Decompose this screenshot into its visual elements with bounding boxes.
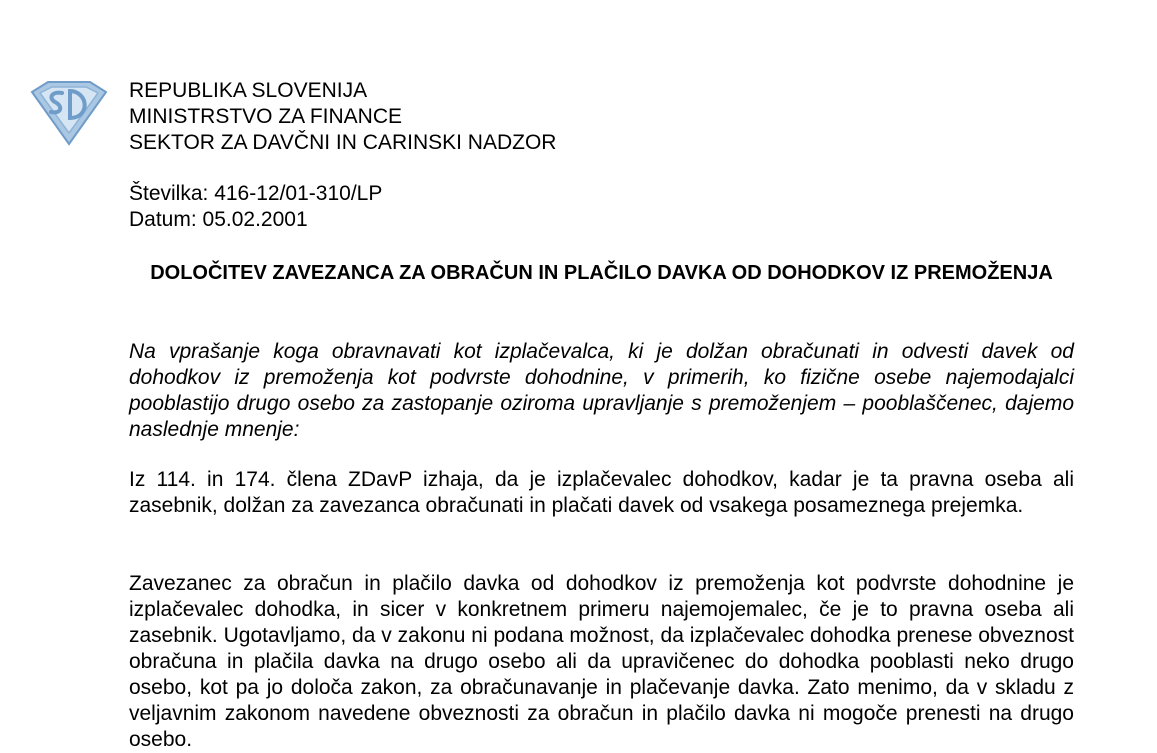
- document-title: DOLOČITEV ZAVEZANCA ZA OBRAČUN IN PLAČILO DAVKA OD DOHODKOV IZ PREMOŽENJA: [150, 262, 1053, 284]
- paragraph-question: Na vprašanje koga obravnavati kot izplačevalca, ki je dolžan obračunati in odvesti davek od dohodkov iz premoženja kot podvrste dohodnine, v primerih, ko fizične osebe najemodajalci pooblastijo drugo osebo za zastopanje oziroma upravljanje s premoženjem – pooblaščenec, dajemo naslednje mnenje:: [129, 340, 1074, 441]
- paragraph-opinion: Zavezanec za obračun in plačilo davka od dohodkov iz premoženja kot podvrste dohodnine je izplačevalec dohodka, in sicer v konkretnem primeru najemojemalec, če je to pravna oseba ali zasebnik. Ugotavljamo, da v zakonu ni podana možnost, da izplačevalec dohodka prenese obveznost obračuna in plačila davka na drugo osebo ali da upravičenec do dohodka pooblasti neko drugo osebo, kot pa jo določa zakon, za obračunavanje in plačevanje davka. Zato menimo, da v skladu z veljavnim zakonom navedene obveznosti za obračun in plačilo davka ni mogoče prenesti na drugo osebo.: [129, 572, 1074, 751]
- reference-date: Datum: 05.02.2001: [129, 208, 308, 231]
- letterhead-ministry: MINISTRSTVO ZA FINANCE: [129, 105, 403, 128]
- letterhead-country: REPUBLIKA SLOVENIJA: [129, 79, 368, 102]
- document-reference: [129, 181, 382, 233]
- ministry-logo-icon: [26, 78, 112, 150]
- reference-number: Številka: 416-12/01-310/LP: [129, 182, 383, 205]
- letterhead-sector: SEKTOR ZA DAVČNI IN CARINSKI NADZOR: [129, 131, 557, 154]
- letterhead: [129, 78, 556, 156]
- paragraph-legal-basis: Iz 114. in 174. člena ZDavP izhaja, da je izplačevalec dohodkov, kadar je ta pravna oseba ali zasebnik, dolžan za zavezanca obračunati in plačati davek od vsakega posameznega prejemka.: [129, 468, 1074, 517]
